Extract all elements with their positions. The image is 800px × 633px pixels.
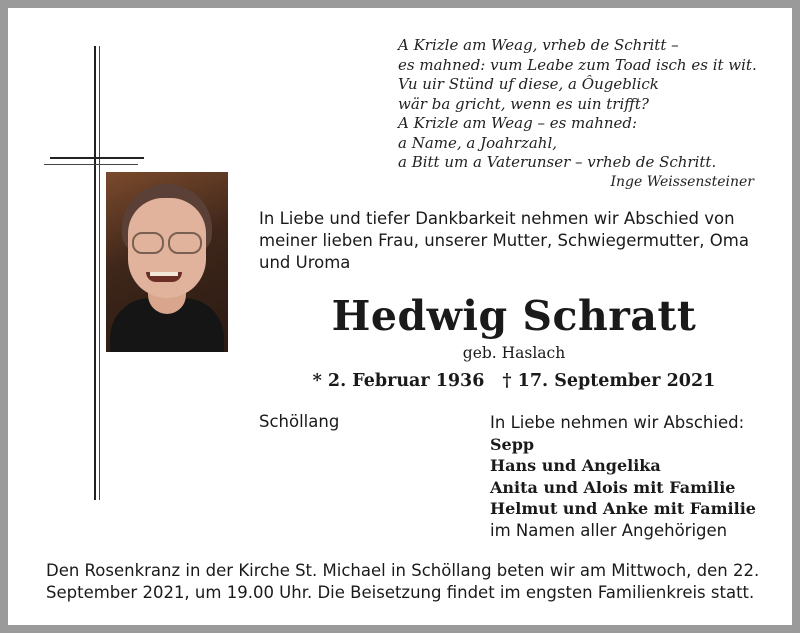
place-name: Schöllang (259, 412, 340, 431)
cross-icon-shadow-horizontal (44, 164, 138, 165)
mourner-name: Sepp (490, 434, 535, 454)
poem-line: a Name, a Joahrzahl, (398, 133, 558, 152)
poem-line: A Krizle am Weag, vrheb de Schritt – (398, 36, 679, 54)
poem-line: wär ba gricht, wenn es uin trifft? (398, 94, 649, 113)
deceased-name: Hedwig Schratt (331, 292, 697, 340)
poem-line: Vu uir Stünd uf diese, a Ôugeblick (398, 75, 659, 93)
service-info: Den Rosenkranz in der Kirche St. Michael in Schöllang beten wir am Mittwoch, den 22. September 2021, um 19.00 Uhr. Die Beisetzung findet im engsten Familienkreis statt. (46, 561, 760, 602)
mourner-name: Hans und Angelika (490, 456, 661, 475)
obituary-notice (8, 8, 792, 625)
poem-line: A Krizle am Weag – es mahned: (398, 114, 638, 132)
life-dates (259, 371, 769, 391)
poem (398, 36, 758, 192)
glasses-left (132, 232, 164, 254)
portrait-photo (106, 172, 228, 352)
cross-icon-shadow-vertical (99, 46, 100, 500)
cross-icon (94, 46, 96, 500)
mourner-name: Helmut und Anke mit Familie (490, 499, 756, 518)
poem-line: es mahned: vum Leabe zum Toad isch es it wit. (398, 55, 757, 74)
birth-date: * 2. Februar 1936 (312, 371, 485, 391)
cross-icon-beam (50, 157, 144, 159)
mourners-heading: In Liebe nehmen wir Abschied: (490, 413, 745, 432)
mourners-block (490, 412, 780, 541)
portrait-teeth (150, 272, 178, 276)
death-date: † 17. September 2021 (502, 371, 716, 391)
intro-text: In Liebe und tiefer Dankbarkeit nehmen wir Abschied von meiner lieben Frau, unserer Mutter, Schwiegermutter, Oma und Uroma (259, 209, 749, 272)
glasses-right (168, 232, 202, 254)
birth-name: geb. Haslach (462, 344, 566, 362)
poem-line: a Bitt um a Vaterunser – vrheb de Schritt. (398, 153, 717, 171)
mourners-closing: im Namen aller Angehörigen (490, 520, 728, 540)
poem-author: Inge Weissensteiner (610, 173, 754, 190)
mourner-name: Anita und Alois mit Familie (490, 477, 736, 497)
